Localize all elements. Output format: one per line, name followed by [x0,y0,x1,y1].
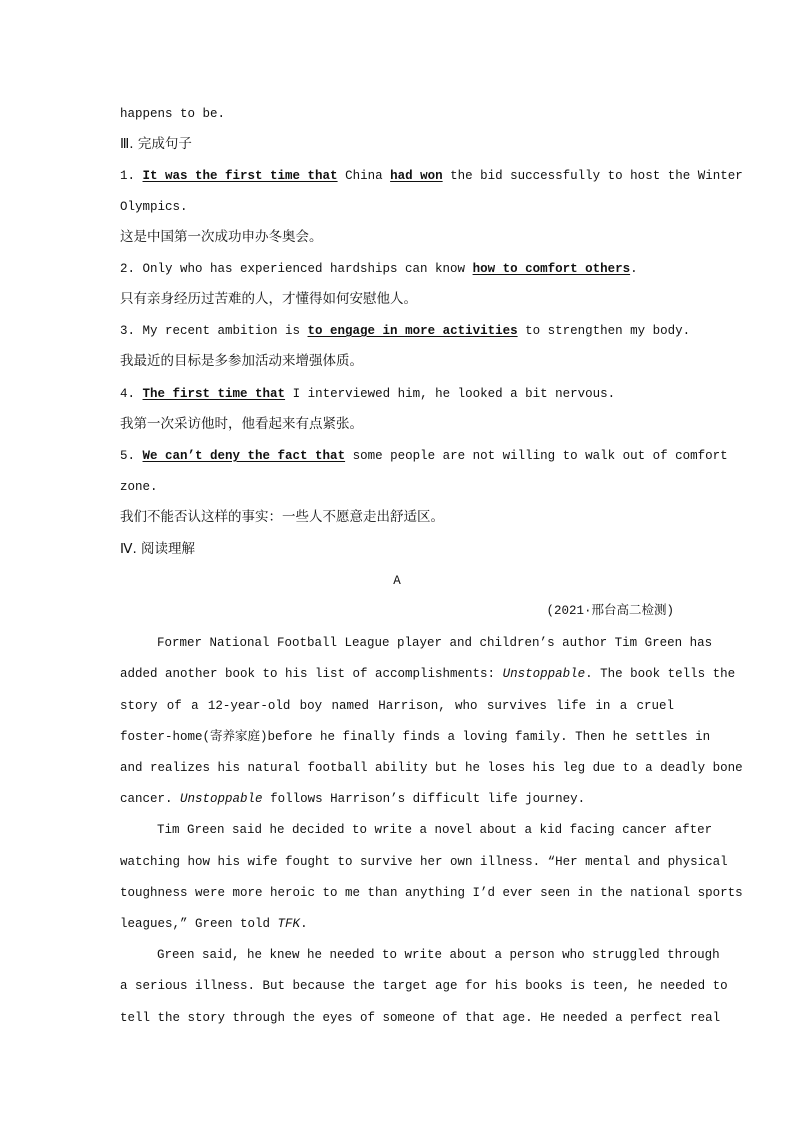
passage-source: (2021·邢台高二检测) [546,604,674,618]
p2-line3: toughness were more heroic to me than anything I’d ever seen in the national sports [120,886,743,900]
p3-line2: a serious illness. But because the target age for his books is teen, he needed to [120,979,728,993]
p1-line6 [120,791,674,807]
item1-mid: China [345,169,383,183]
p3-line1: Green said, he knew he needed to write about a person who struggled through [157,948,720,962]
book-title: Unstoppable [180,792,263,806]
p1-line3: story of a 12-year-old boy named Harrison, who survives life in a cruel [120,699,674,713]
item3-line [120,323,691,339]
item3-pre: 3. My recent ambition is [120,324,301,338]
item4-post: I interviewed him, he looked a bit nervous. [292,387,616,401]
item4-line [120,386,674,402]
item5-num: 5. [120,449,136,463]
p2-line2: watching how his wife fought to survive her own illness. “Her mental and physical [120,855,728,869]
passage-label: A [393,574,401,588]
item1-num: 1. [120,169,136,183]
item1-line1 [120,168,743,184]
item5-line [120,448,728,464]
item2-line [120,261,674,277]
p1-line6-text: cancer. [120,792,173,806]
item3-answer: to engage in more activities [307,324,518,338]
item4-answer: The first time that [142,387,286,401]
p2-line4 [120,916,674,932]
item2-pre: 2. Only who has experienced hardships can know [120,262,466,276]
item5-cont: zone. [120,480,158,494]
top-line: happens to be. [120,107,226,121]
item3-chinese: 我最近的目标是多参加活动来增强体质。 [120,353,363,369]
p1-line2-text: added another book to his list of accomplishments: [120,667,496,681]
item4-chinese: 我第一次采访他时，他看起来有点紧张。 [120,416,363,432]
p1-line2 [120,666,736,682]
item1-answer1: It was the first time that [142,169,338,183]
p1-line6-tail: follows Harrison’s difficult life journey. [270,792,586,806]
item2-answer: how to comfort others [472,262,631,276]
section3-heading: Ⅲ. 完成句子 [120,136,192,152]
item2-post: . [630,262,638,276]
item1-chinese: 这是中国第一次成功申办冬奥会。 [120,229,323,245]
item1-answer2: had won [390,169,443,183]
p2-line4-text: leagues,” Green told [120,917,271,931]
p1-line2-tail: . The book tells the [585,667,736,681]
book-title: Unstoppable [502,667,586,681]
p2-line4-tail: . [300,917,308,931]
item1-rest: the bid successfully to host the Winter [450,169,743,183]
item5-post: some people are not willing to walk out of comfort [352,449,728,463]
item5-chinese: 我们不能否认这样的事实：一些人不愿意走出舒适区。 [120,509,444,525]
p3-line3: tell the story through the eyes of someone of that age. He needed a perfect real [120,1011,721,1025]
item4-num: 4. [120,387,136,401]
p1-line5: and realizes his natural football ability but he loses his leg due to a deadly bone [120,761,743,775]
p1-line4: foster-home(寄养家庭)before he finally finds a loving family. Then he settles in [120,730,711,744]
magazine-name: TFK [277,917,301,931]
p1-line1: Former National Football League player and children’s author Tim Green has [157,636,713,650]
item3-post: to strengthen my body. [525,324,691,338]
item2-chinese: 只有亲身经历过苦难的人，才懂得如何安慰他人。 [120,291,417,307]
item1-cont: Olympics. [120,200,188,214]
section4-heading: Ⅳ. 阅读理解 [120,541,196,557]
item5-answer: We can’t deny the fact that [142,449,346,463]
p2-line1: Tim Green said he decided to write a novel about a kid facing cancer after [157,823,713,837]
